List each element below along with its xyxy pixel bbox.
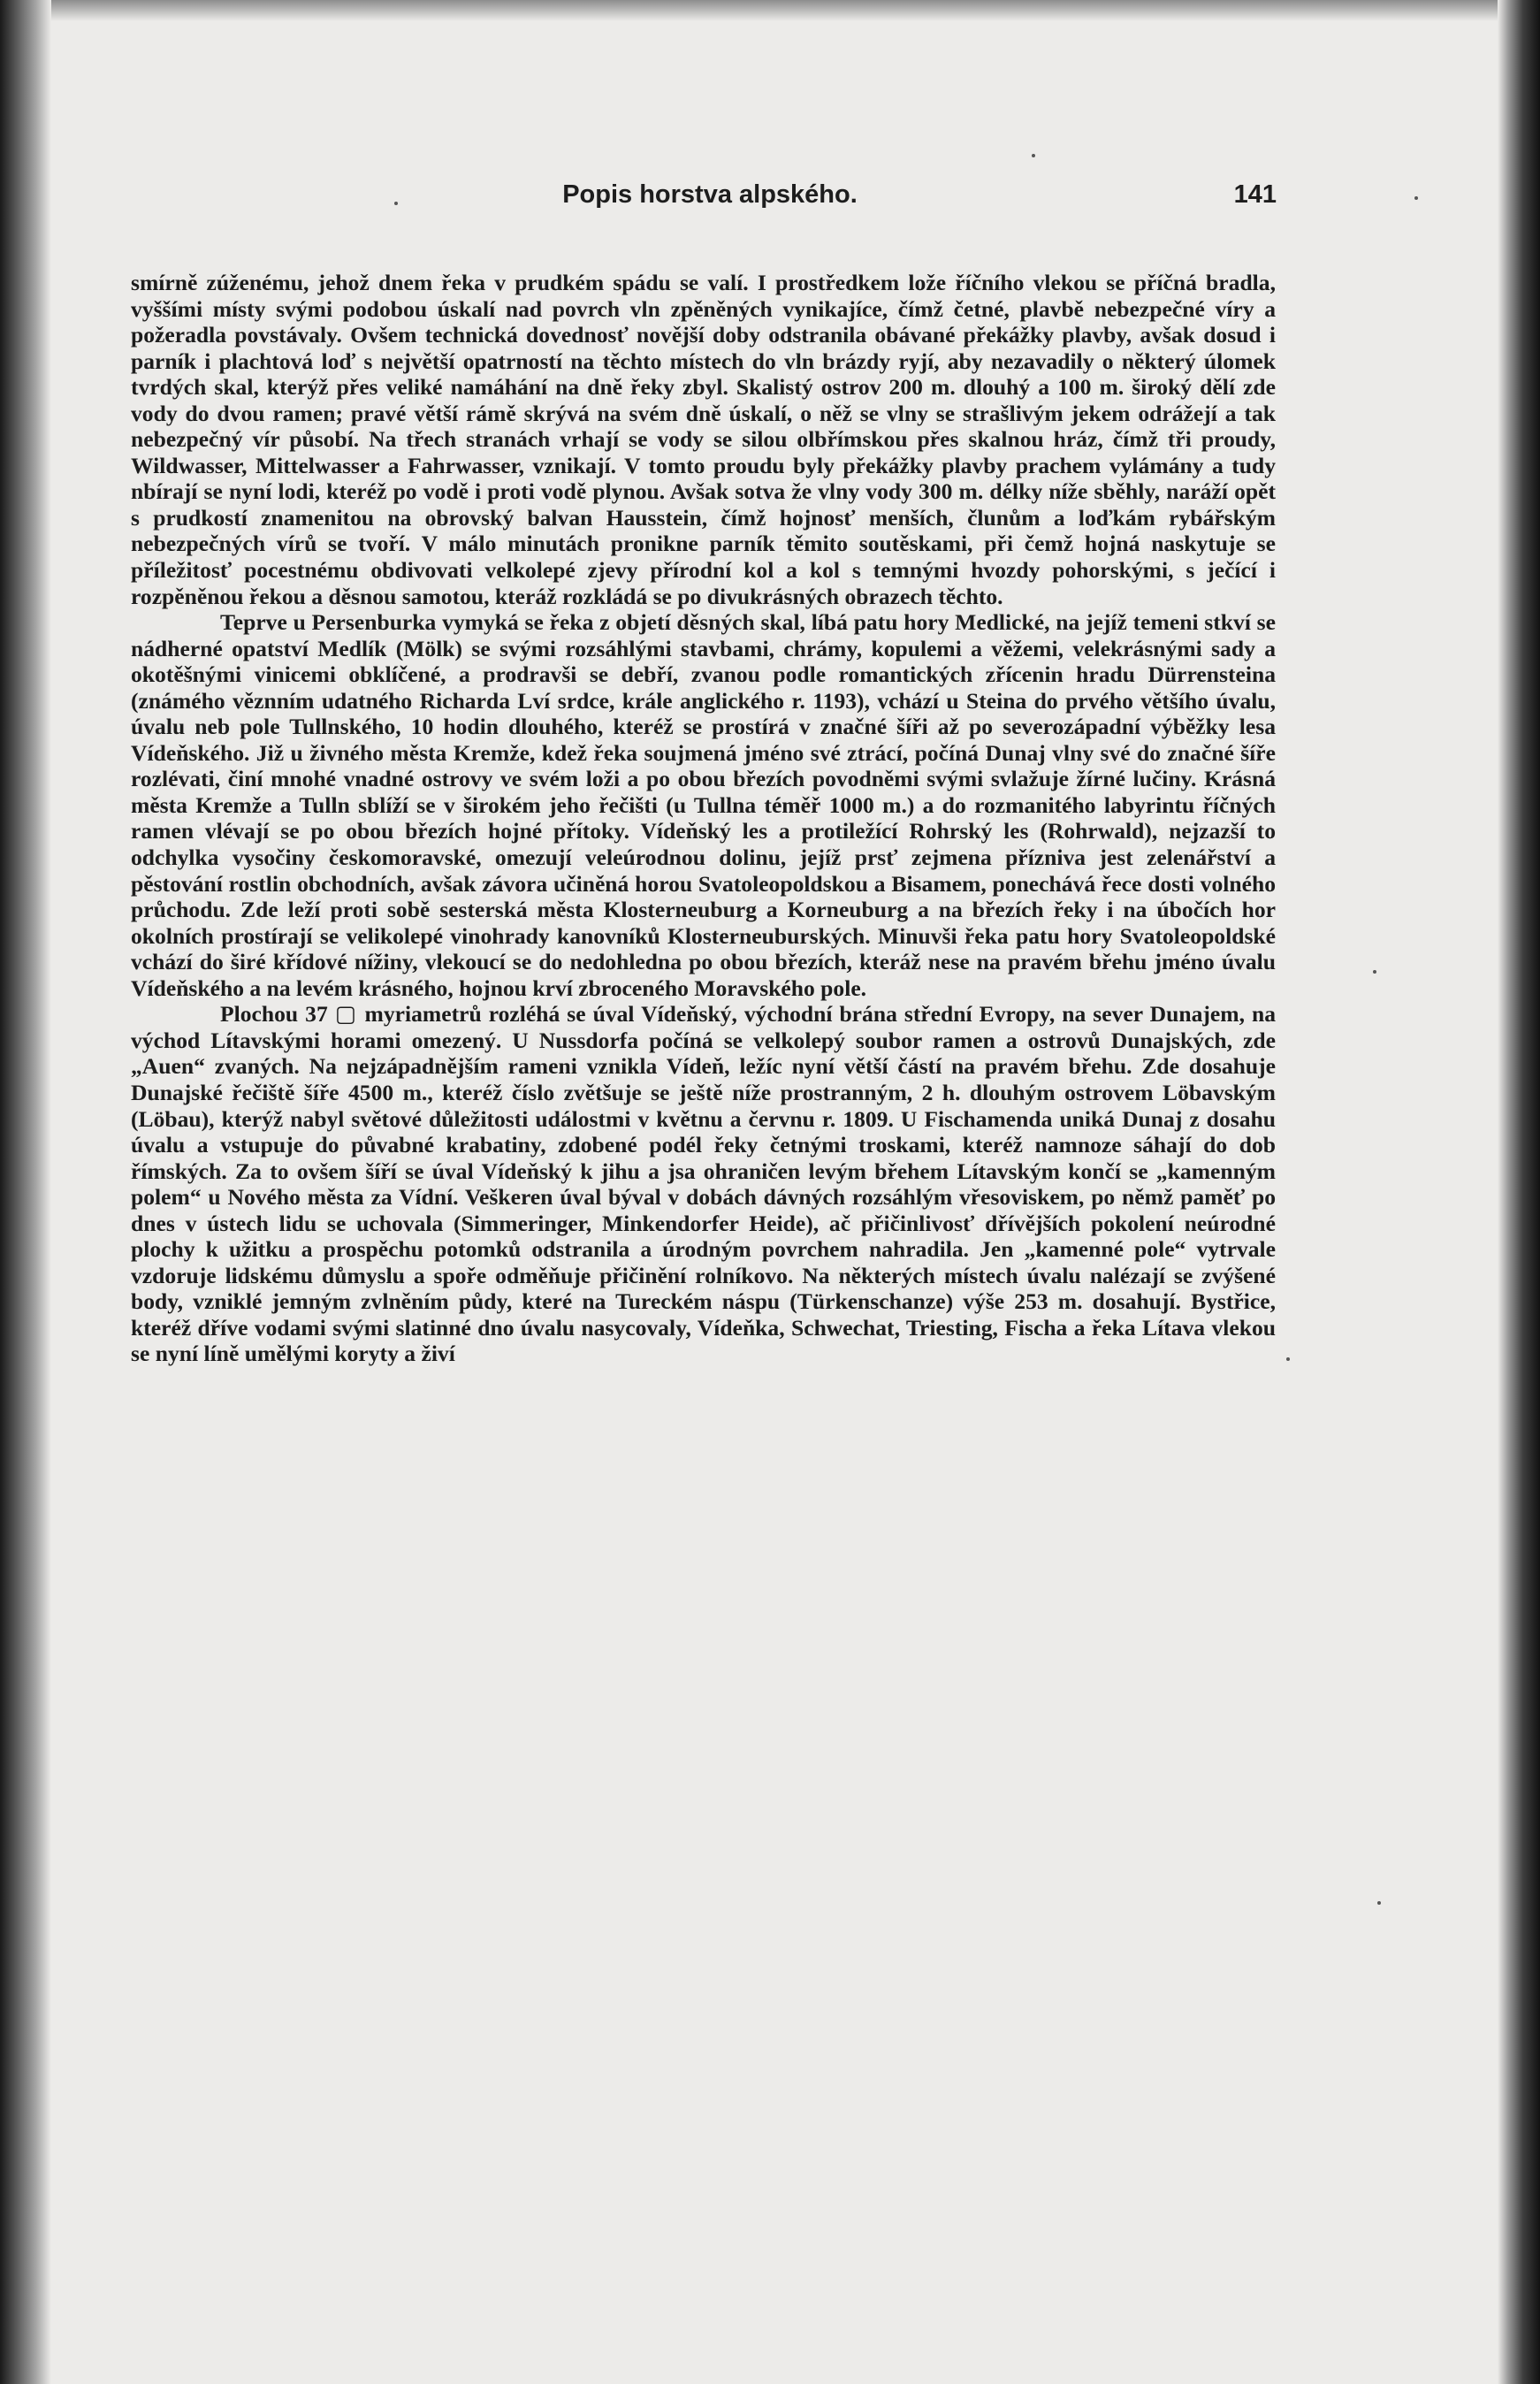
paragraph-3: Plochou 37 ▢ myriametrů rozléhá se úval Vídeňský, východní brána střední Evropy, na sever Dunajem, na východ Lítavskými horami omezený. U Nussdorfa počíná se velkolepý soubor ramen a ostrovů Dunajských, zde „Auen“ zvaných. Na nejzápadnějším rameni vznikla Vídeň, ležíc nyní větší částí na pravém břehu. Zde dosahuje Dunajské řečiště šíře 4500 m., kteréž číslo zvětšuje se ještě níže prostranným, 2 h. dlouhým ostrovem Löbavským (Löbau), kterýž nabyl světové důležitosti událostmi v květnu a červnu r. 1809. U Fischamenda uniká Dunaj z dosahu úvalu a vstupuje do půvabné krabatiny, zdobené podél řeky četnými troskami, kteréž namnoze sáhají do dob římských. Za to ovšem šíří se úval Vídeňský k jihu a jsa ohraničen levým břehem Lítavským končí se „kamenným polem“ u Nového města za Vídní. Veškeren úval býval v dobách dávných rozsáhlým vřesoviskem, po němž paměť po dnes v ústech lidu se uchovala (Simmeringer, Minkendorfer Heide), ač přičinlivosť dřívějších pokolení neúrodné plochy k užitku a prospěchu potomků odstranila a úrodným povrchem nahradila. Jen „kamenné pole“ vytrvale vzdoruje lidskému důmyslu a spoře odměňuje přičinění rolníkovo. Na některých místech úvalu nalézají se zvýšené body, vzniklé jemným zvlněním půdy, které na Tureckém náspu (Türkenschanze) výše 253 m. dosahují. Bystřice, kteréž dříve vodami svými slatinné dno úvalu nasycovaly, Vídeňka, Schwechat, Triesting, Fischa a řeka Lítava vlekou se nyní líně umělými koryty a živí <box>131 1001 1276 1367</box>
running-header <box>131 180 1289 216</box>
page-number: 141 <box>1233 180 1277 209</box>
paragraph-1: smírně zúženému, jehož dnem řeka v prudkém spádu se valí. I prostředkem lože říčního vlekou se příčná bradla, vyššími místy svými podobou úskalí nad povrch vln zpěněných vynikajíce, čímž četné, plavbě nebezpečné víry a požeradla povstávaly. Ovšem technická dovednosť novější doby odstranila obávané překážky plavby, avšak dosud i parník i plachtová loď s největší opatrností na těchto místech do vln brázdy ryjí, aby nezavadily o některý úlomek tvrdých skal, kterýž přes veliké namáhání na dně řeky zbyl. Skalistý ostrov 200 m. dlouhý a 100 m. široký dělí zde vody do dvou ramen; pravé větší rámě skrývá na svém dně úskalí, o něž se vlny se strašlivým jekem odrážejí a tak nebezpečný vír působí. Na třech stranách vrhají se vody se silou olbřímskou přes skalnou hráz, čímž tři proudy, Wildwasser, Mittelwasser a Fahrwasser, vznikají. V tomto proudu byly překážky plavby prachem vylámány a tudy nbírají se nyní lodi, kteréž po vodě i proti vodě plynou. Avšak sotva že vlny vody 300 m. délky níže sběhly, naráží opět s prudkostí znamenitou na obrovský balvan Hausstein, čímž hojnosť menších, člunům a loďkám rybářským nebezpečných vírů se tvoří. V málo minutách pronikne parník těmito soutěskami, při čemž hojná naskytuje se příležitosť pocestnému obdivovati velkolepé zjevy přírodní kol a kol s temnými hvozdy pohorskými, s ječící i rozpěněnou řekou a děsnou samotou, kteráž rozkládá se po divukrásných obrazech těchto. <box>131 270 1276 609</box>
paragraph-2: Teprve u Persenburka vymyká se řeka z objetí děsných skal, líbá patu hory Medlické, na jejíž temeni stkví se nádherné opatství Medlík (Mölk) se svými rozsáhlými stavbami, chrámy, kopulemi a věžemi, velekrásnými sady a okotěšnými vinicemi obklíčené, a prodravši se debří, zvanou podle romantických zřícenin hradu Dürrensteina (známého věznním udatného Richarda Lví srdce, krále anglického r. 1193), vchází u Steina do prvého většího úvalu, úvalu neb pole Tullnského, 10 hodin dlouhého, kteréž se prostírá v značné šíři až po severozápadní výběžky lesa Vídeňského. Již u živného města Kremže, kdež řeka soujmená jméno své ztrácí, počíná Dunaj vlny své do značné šíře rozlévati, činí mnohé vnadné ostrovy ve svém loži a po obou březích povodněmi svými svlažuje žírné lučiny. Krásná města Kremže a Tulln sblíží se v širokém jeho řečišti (u Tullna téměř 1000 m.) a do rozmanitého labyrintu říčných ramen vlévají se po obou březích hojné přítoky. Vídeňský les a protiležící Rohrský les (Rohrwald), nejzazší to odchylka vysočiny českomoravské, omezují veleúrodnou dolinu, jejíž prsť zejmena přízniva jest zelenářství a pěstování rostlin obchodních, avšak závora učiněná horou Svatoleopoldskou a Bisamem, ponechává řece dosti volného průchodu. Zde leží proti sobě sesterská města Klosterneuburg a Korneuburg a na březích řeky i na úbočích hor okolních prostírají se velikolepé vinohrady kanovníků Klosterneuburských. Minuvši řeka patu hory Svatoleopoldské vchází do širé křídové nížiny, vlekoucí se do nedohledna po obou březích, kteráž nese na pravém břehu jméno úvalu Vídeňského a na levém krásného, hojnou krví zbroceného Moravského pole. <box>131 609 1276 1001</box>
running-title: Popis horstva alpského. <box>562 180 858 209</box>
page-left-shadow <box>0 0 51 2384</box>
ink-speck <box>1286 1357 1290 1361</box>
body-text <box>131 270 1276 1367</box>
page-top-shadow <box>0 0 1540 21</box>
ink-speck <box>1377 1901 1381 1905</box>
ink-speck <box>1032 154 1035 157</box>
ink-speck <box>1414 196 1418 200</box>
page-right-shadow <box>1498 0 1540 2384</box>
ink-speck <box>1373 970 1376 974</box>
